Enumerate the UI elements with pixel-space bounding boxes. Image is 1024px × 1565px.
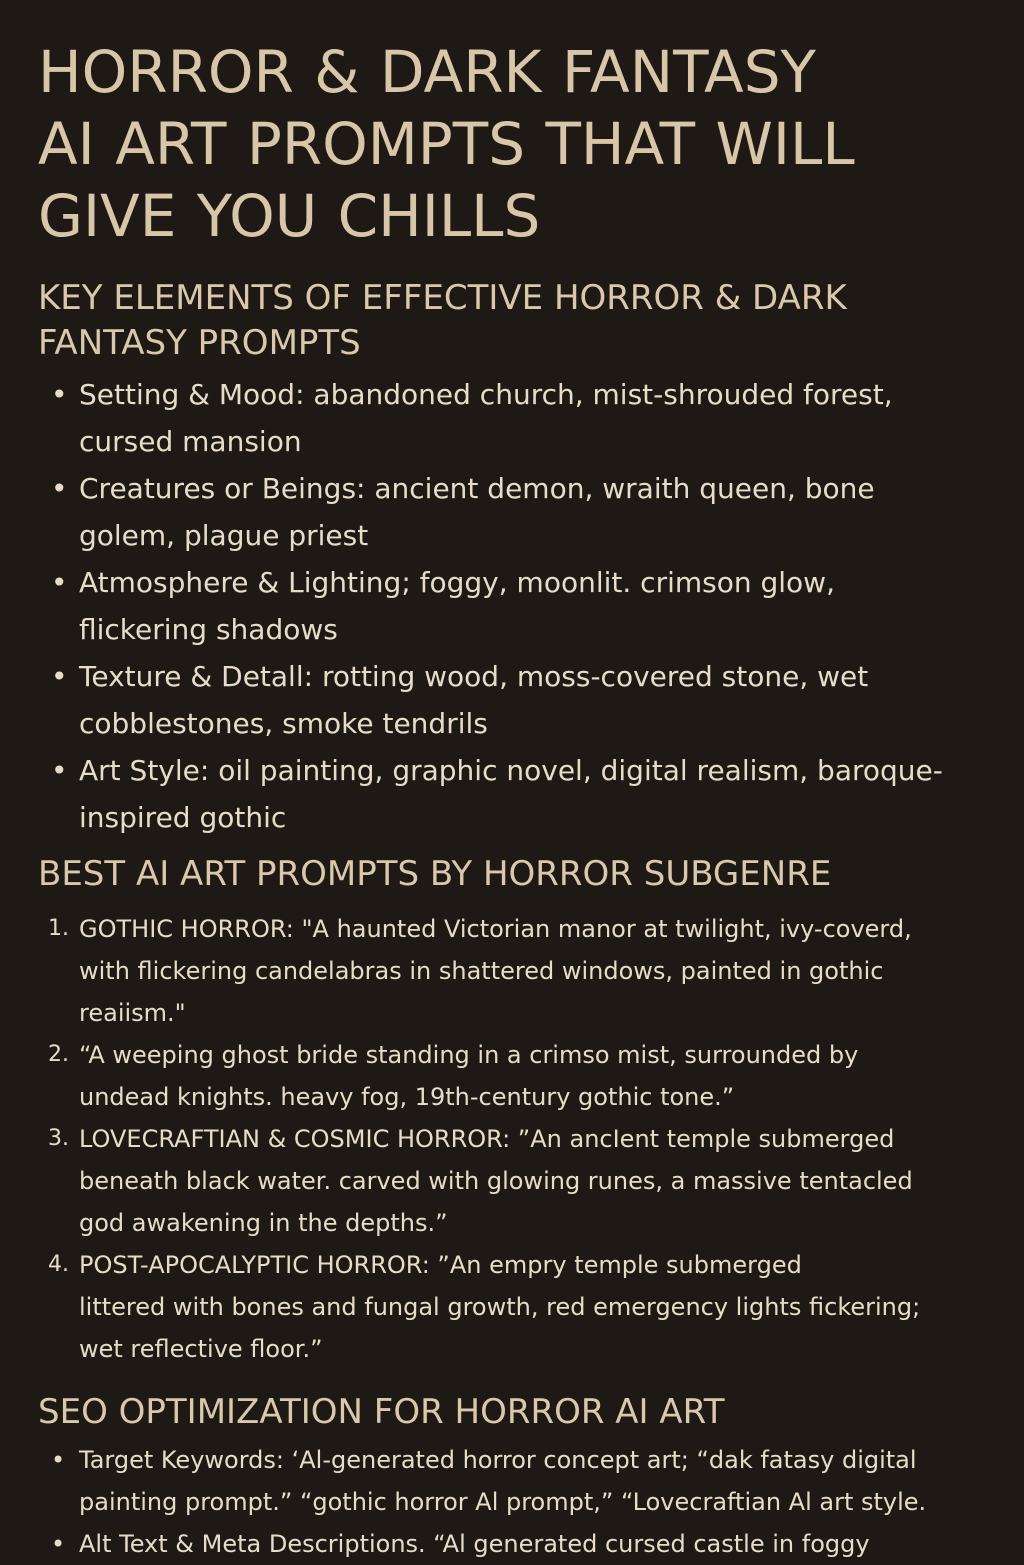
list-item-text: reaiism.": [79, 999, 186, 1027]
list-item: [38, 1034, 1013, 1118]
list-item-text: god awakening in the depths.”: [79, 1209, 448, 1237]
list-item-text: LOVECRAFTIAN & COSMIC HORROR: ”An ancIent temple submerged: [79, 1125, 895, 1153]
bullet-icon: •: [51, 660, 68, 693]
list-item: [38, 1439, 1013, 1523]
list-item: [38, 465, 1013, 559]
list-item-text: flickering shadows: [79, 613, 338, 646]
page-title-line: GIVE YOU CHILLS: [38, 182, 541, 250]
list-item-text: Target Keywords: ‘Al-generated horror concept art; “dak fatasy digital: [79, 1446, 917, 1474]
best-prompts-heading-line: BEST AI ART PROMPTS BY HORROR SUBGENRE: [38, 854, 832, 894]
list-item: [38, 1244, 1013, 1370]
list-item: [38, 559, 1013, 653]
list-item-text: beneath black water. carved with glowing runes, a massive tentacled: [79, 1167, 913, 1195]
key-elements-heading-line: FANTASY PROMPTS: [38, 323, 361, 363]
bullet-icon: •: [51, 566, 68, 599]
bullet-icon: •: [51, 472, 68, 505]
seo-heading-line: SEO OPTIMIZATION FOR HORROR AI ART: [38, 1392, 725, 1432]
page-title: [38, 36, 1013, 252]
list-item-text: “A weeping ghost bride standing in a crimso mist, surrounded by: [79, 1041, 859, 1069]
list-item-text: cursed mansion: [79, 425, 302, 458]
list-item-text: inspired gothic: [79, 801, 287, 834]
list-item-text: POST-APOCALYPTIC HORROR: ”An empry temple submerged: [79, 1251, 802, 1279]
article: [38, 36, 1013, 1565]
list-item-text: cobblestones, smoke tendrils: [79, 707, 488, 740]
list-item: [38, 371, 1013, 465]
list-item: [38, 908, 1013, 1034]
key-elements-heading-line: KEY ELEMENTS OF EFFECTIVE HORROR & DARK: [38, 278, 847, 318]
list-item-text: Setting & Mood: abandoned church, mist-shrouded forest,: [79, 378, 893, 411]
seo-heading: [38, 1390, 1013, 1435]
bullet-icon: •: [51, 1530, 66, 1558]
list-item-text: Atmosphere & Lighting; foggy, moonlit. crimson glow,: [79, 566, 835, 599]
list-item-text: golem, plague priest: [79, 519, 369, 552]
seo-list: [38, 1439, 1013, 1565]
list-item-text: Art Style: oil painting, graphic novel, digital realism, baroque-: [79, 754, 943, 787]
list-item: [38, 653, 1013, 747]
list-item-text: wet reflective floor.”: [79, 1335, 323, 1363]
list-number: 1.: [48, 916, 69, 941]
best-prompts-list: [38, 908, 1013, 1370]
list-item-text: Creatures or Beings: ancient demon, wraith queen, bone: [79, 472, 875, 505]
list-item-text: GOTHIC HORROR: "A haunted Victorian manor at twilight, ivy-coverd,: [79, 915, 912, 943]
list-item-text: with flickering candelabras in shattered windows, painted in gothic: [79, 957, 884, 985]
bullet-icon: •: [51, 1446, 66, 1474]
best-prompts-heading: [38, 852, 1013, 897]
page-title-line: HORROR & DARK FANTASY: [38, 38, 816, 106]
bullet-icon: •: [51, 754, 68, 787]
list-number: 2.: [48, 1042, 69, 1067]
list-item-text: littered with bones and fungal growth, red emergency lights fickering;: [79, 1293, 921, 1321]
list-item-text: Texture & Detall: rotting wood, moss-covered stone, wet: [79, 660, 869, 693]
list-item: [38, 1523, 1013, 1565]
list-item: [38, 747, 1013, 841]
list-number: 3.: [48, 1126, 69, 1151]
list-item-text: undead knights. heavy fog, 19th-century gothic tone.”: [79, 1083, 735, 1111]
key-elements-list: [38, 371, 1013, 841]
list-item: [38, 1118, 1013, 1244]
page-title-line: AI ART PROMPTS THAT WILL: [38, 110, 855, 178]
bullet-icon: •: [51, 378, 68, 411]
key-elements-heading: [38, 276, 1013, 366]
list-item-text: painting prompt.” “gothic horror Al prompt,” “Lovecraftian Al art style.: [79, 1488, 927, 1516]
list-number: 4.: [48, 1252, 69, 1277]
list-item-text: Alt Text & Meta Descriptions. “Al generated cursed castle in foggy: [79, 1530, 870, 1558]
